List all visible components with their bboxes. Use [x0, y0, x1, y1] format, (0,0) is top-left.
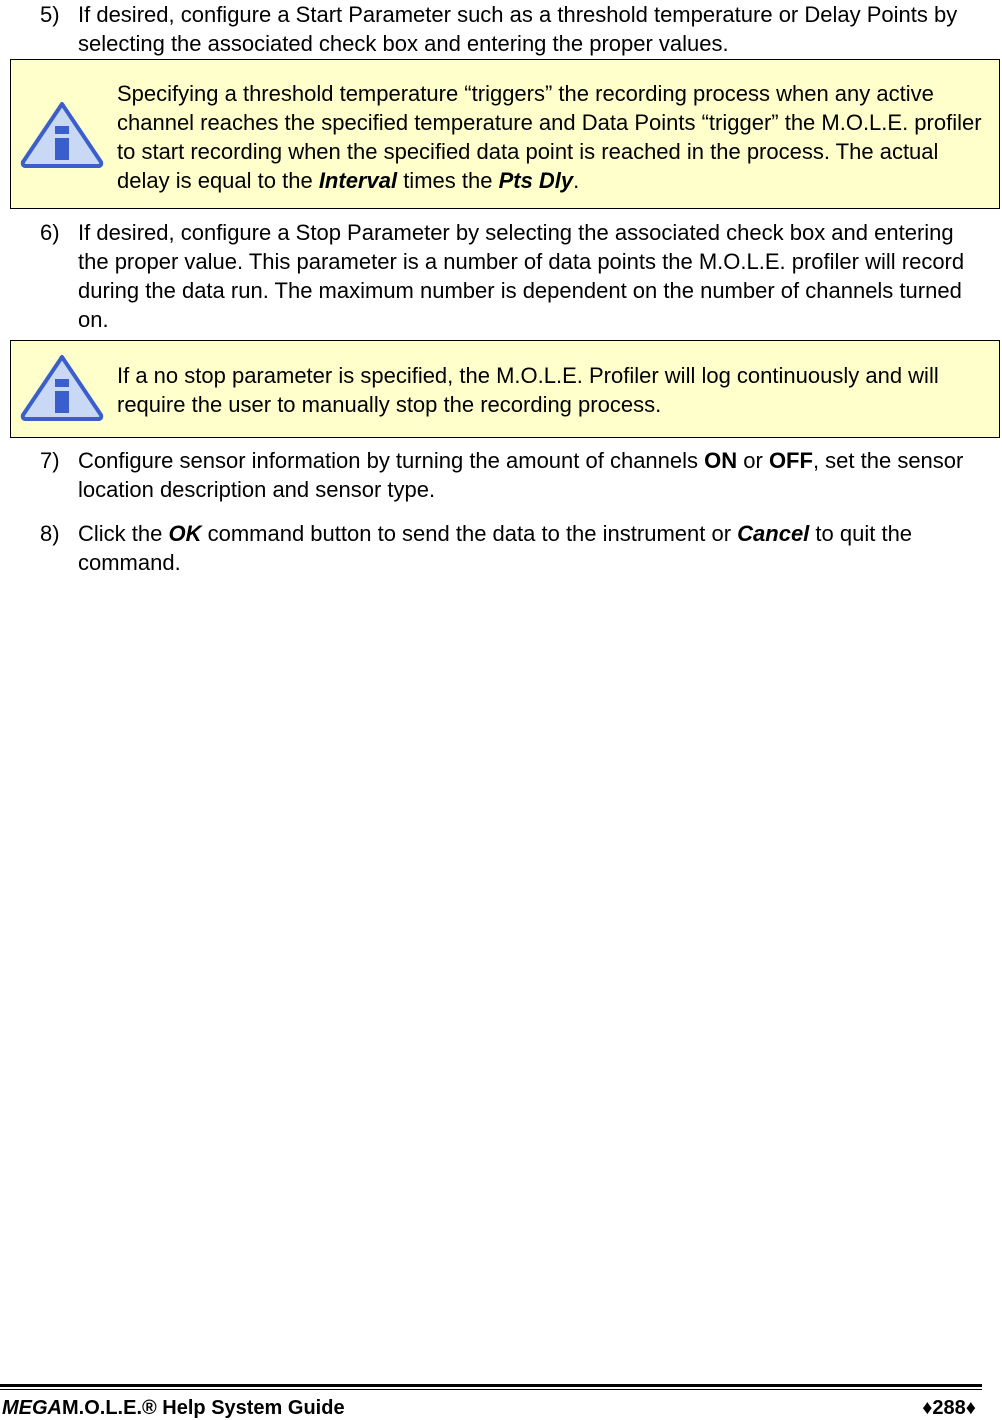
info-note	[10, 59, 1000, 209]
step-text-part: or	[737, 448, 769, 473]
step-5	[40, 0, 990, 58]
step-number: 6)	[40, 220, 60, 245]
step-text: If desired, configure a Start Parameter such as a threshold temperature or Delay Points by selecting the associated check box and entering the proper values.	[78, 2, 958, 56]
interval-term: Interval	[318, 168, 398, 193]
info-icon	[19, 100, 105, 170]
step-text-part: to quit the command.	[78, 521, 913, 575]
info-note	[10, 340, 1000, 438]
step-text	[78, 446, 990, 504]
step-text-part: Click the	[78, 521, 169, 546]
off-term: OFF	[768, 448, 813, 473]
step-text-part: command button to send the data to the instrument or	[201, 521, 738, 546]
note-text-part: Specifying a threshold temperature “triggers” the recording process when any active channel reaches the specified temperature and Data Points “trigger” the M.O.L.E. profiler to start recording when the specified data point is reached in the process. The actual delay is equal to the	[117, 81, 982, 193]
step-number: 8)	[40, 521, 60, 546]
footer-title	[2, 1396, 345, 1420]
page-number: ♦288♦	[922, 1397, 976, 1419]
step-7	[40, 446, 990, 504]
info-icon	[19, 353, 105, 423]
step-text: If desired, configure a Stop Parameter by selecting the associated check box and entering the proper value. This parameter is a number of data points the M.O.L.E. profiler will record during the data run. The maximum number is dependent on the number of channels turned on.	[78, 220, 965, 332]
step-text-part: , set the sensor location description and sensor type.	[78, 448, 964, 502]
step-8	[40, 519, 990, 577]
footer-rule-thin	[0, 1389, 982, 1390]
footer-rule	[0, 1384, 982, 1387]
step-text-part: Configure sensor information by turning the amount of channels	[78, 448, 705, 473]
footer-brand: MEGA	[2, 1397, 62, 1419]
note-text	[117, 79, 989, 195]
step-text	[78, 519, 990, 577]
ok-term: OK	[168, 521, 202, 546]
step-6	[40, 218, 990, 334]
note-text: If a no stop parameter is specified, the M.O.L.E. Profiler will log continuously and will require the user to manually stop the recording process.	[117, 363, 939, 417]
on-term: ON	[704, 448, 738, 473]
note-text-part: times the	[397, 168, 499, 193]
cancel-term: Cancel	[737, 521, 810, 546]
note-text-part: .	[573, 168, 580, 193]
pts-dly-term: Pts Dly	[498, 168, 574, 193]
step-number: 5)	[40, 2, 60, 27]
step-number: 7)	[40, 448, 60, 473]
footer-guide-title: M.O.L.E.® Help System Guide	[62, 1397, 345, 1419]
